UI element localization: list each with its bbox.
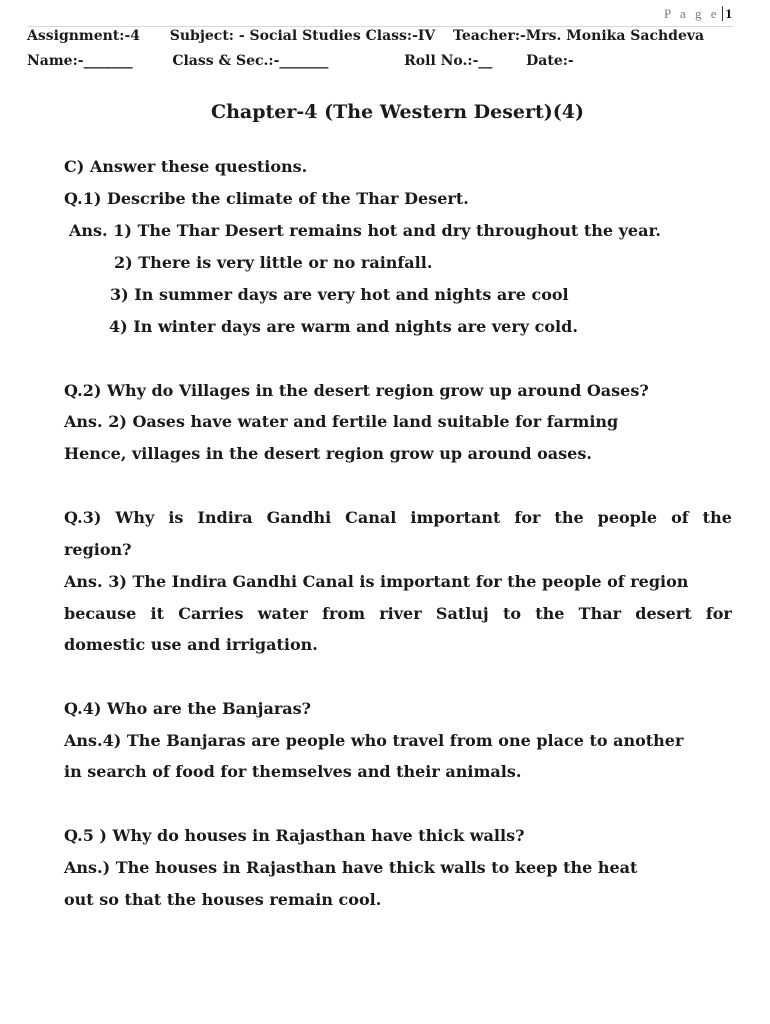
q1-answer-4: 4) In winter days are warm and nights are very cold. [109,317,578,336]
q1-question: Q.1) Describe the climate of the Thar Desert. [64,189,469,208]
q3-word: people [597,508,658,527]
header-divider [27,26,733,27]
q3-word: Canal [345,508,397,527]
q3-answer-word: desert [635,604,692,623]
subject-label: Subject: - Social Studies [169,28,361,44]
q3-word: Q.3) [64,508,102,527]
class-label: Class:-IV [365,28,436,44]
q3-answer-end: domestic use and irrigation. [64,635,318,654]
date-field: Date:- [526,53,574,69]
q3-word: the [554,508,584,527]
teacher-label: Teacher:-Mrs. Monika Sachdeva [453,28,705,44]
q2-answer-1: Ans. 2) Oases have water and fertile land suitable for farming [64,412,619,431]
q3-answer-line-2 [64,604,732,624]
q4-question: Q.4) Who are the Banjaras? [64,699,312,718]
q4-answer-2: in search of food for themselves and their animals. [64,762,522,781]
q5-question: Q.5 ) Why do houses in Rajasthan have thick walls? [64,826,525,845]
name-field: Name:-_______ [27,53,133,69]
q3-answer-word: water [257,604,308,623]
q3-answer-word: Satluj [435,604,489,623]
q3-question-line [64,508,732,528]
q2-answer-2: Hence, villages in the desert region grow up around oases. [64,444,592,463]
q1-answer-3: 3) In summer days are very hot and nights are cool [110,285,569,304]
page-number-value: 1 [722,6,733,21]
q1-answer-2: 2) There is very little or no rainfall. [114,253,433,272]
page-label: P a g e [663,6,720,21]
chapter-title: Chapter-4 (The Western Desert)(4) [211,101,584,123]
q4-answer-1: Ans.4) The Banjaras are people who travel from one place to another [64,731,684,750]
q3-answer-word: from [322,604,365,623]
q3-word: for [514,508,541,527]
q3-answer-word: it [150,604,164,623]
q3-answer-word: Carries [178,604,244,623]
header-row-1 [27,28,704,44]
section-heading: C) Answer these questions. [64,157,308,176]
class-sec-field: Class & Sec.:-_______ [172,53,329,69]
q3-question-end: region? [64,540,132,559]
assignment-label: Assignment:-4 [27,28,140,44]
q3-word: Why [115,508,155,527]
q3-answer-word: because [64,604,137,623]
q3-answer-word: for [705,604,732,623]
q3-word: important [410,508,501,527]
q3-word: Indira [197,508,253,527]
q5-answer-1: Ans.) The houses in Rajasthan have thick walls to keep the heat [64,858,638,877]
q3-word: the [702,508,732,527]
q3-answer-word: the [535,604,565,623]
q1-answer-1: Ans. 1) The Thar Desert remains hot and dry throughout the year. [69,221,661,240]
q3-answer-word: to [502,604,521,623]
q2-question: Q.2) Why do Villages in the desert region grow up around Oases? [64,381,649,400]
header-row-2 [27,53,574,69]
page-number [664,6,732,22]
roll-no-field: Roll No.:-__ [404,53,493,69]
q3-answer-word: river [379,604,422,623]
q3-word: is [168,508,184,527]
q3-word: of [671,508,689,527]
q3-answer-word: Thar [578,604,622,623]
q3-answer-1: Ans. 3) The Indira Gandhi Canal is important for the people of region [64,572,689,591]
q3-word: Gandhi [266,508,332,527]
q5-answer-2: out so that the houses remain cool. [64,890,382,909]
